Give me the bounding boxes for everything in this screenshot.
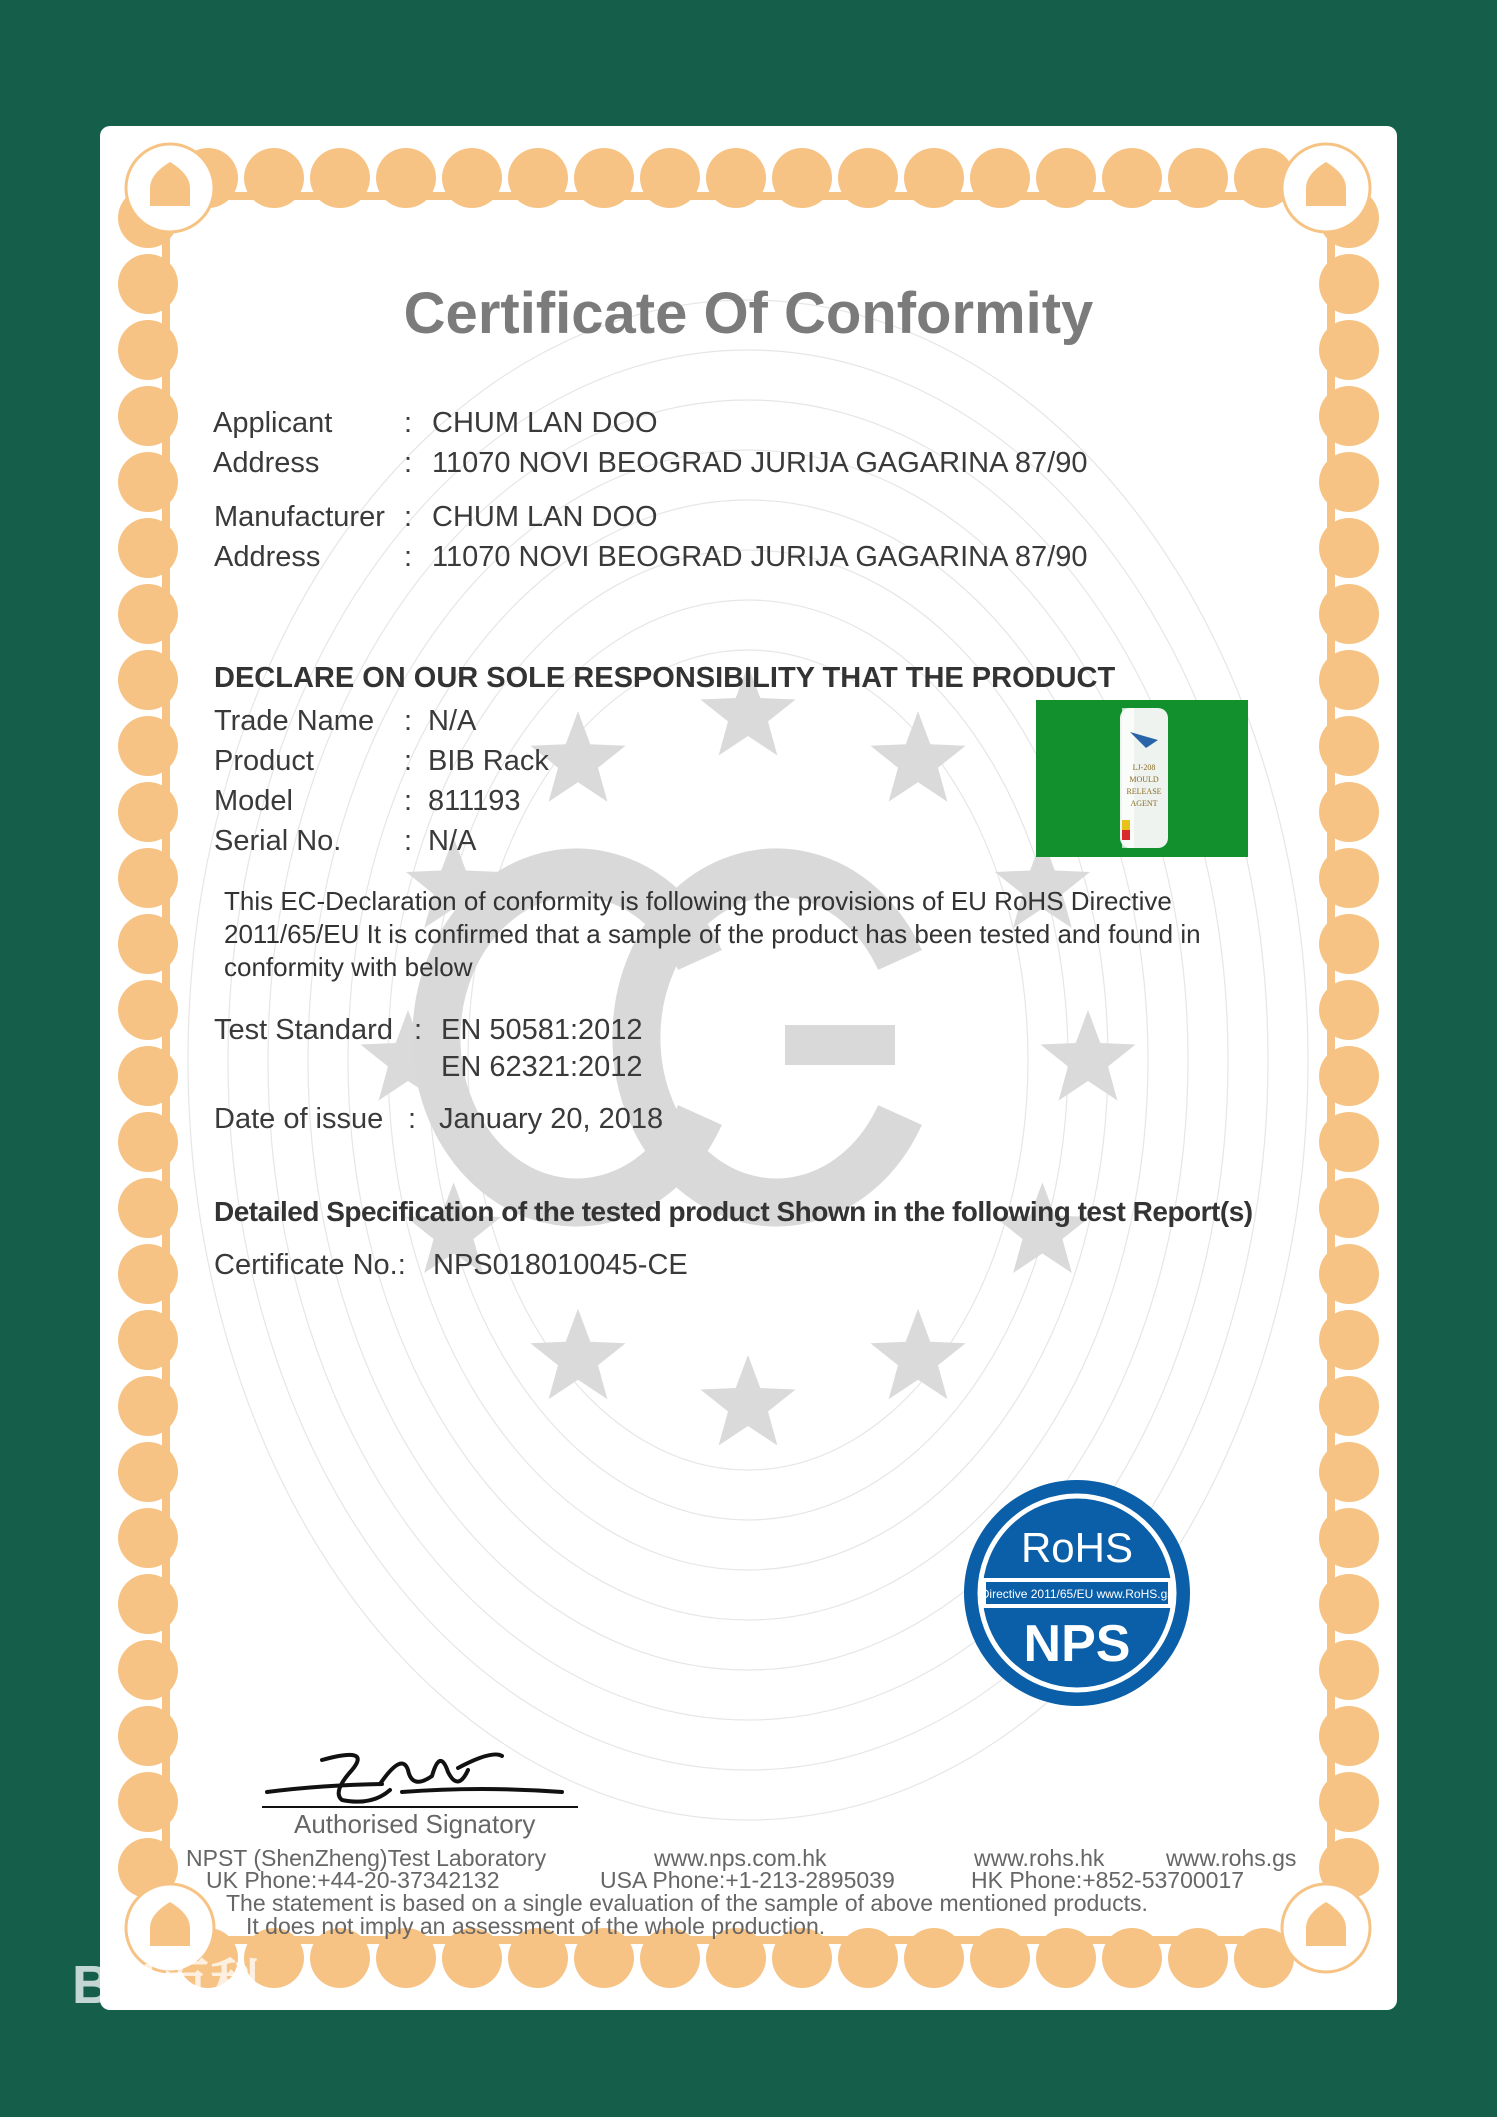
product-photo-text: RELEASE xyxy=(1126,787,1162,796)
declare-heading: DECLARE ON OUR SOLE RESPONSIBILITY THAT THE PRODUCT xyxy=(214,662,1116,694)
serial-label: Serial No. xyxy=(214,825,342,857)
seal-ring-text: Directive 2011/65/EU www.RoHS.gs xyxy=(980,1587,1174,1601)
declaration-paragraph: This EC-Declaration of conformity is following the provisions of EU RoHS Directive 2011/65/EU It is confirmed that a sample of the product has been tested and found in conformity with below xyxy=(224,886,1201,982)
product-value: BIB Rack xyxy=(428,745,549,777)
date-of-issue-value: January 20, 2018 xyxy=(439,1103,664,1135)
eu-star-icon xyxy=(870,711,965,802)
applicant-address-value: 11070 NOVI BEOGRAD JURIJA GAGARINA 87/90 xyxy=(432,447,1088,479)
footer-lab: NPST (ShenZheng)Test Laboratory xyxy=(186,1845,547,1871)
certificate-no-value: NPS018010045-CE xyxy=(433,1249,688,1281)
footer-uk-phone: UK Phone:+44-20-37342132 xyxy=(206,1867,500,1893)
colon: : xyxy=(404,825,413,857)
signature-line xyxy=(262,1806,578,1808)
manufacturer-address-label: Address xyxy=(214,541,321,573)
footer-hk-phone: HK Phone:+852-53700017 xyxy=(971,1867,1245,1893)
detail-heading: Detailed Specification of the tested product Shown in the following test Report(s) xyxy=(214,1196,1253,1227)
footer-web-link[interactable]: www.nps.com.hk xyxy=(654,1845,827,1871)
manufacturer-label: Manufacturer xyxy=(214,501,385,533)
footer-usa-phone: USA Phone:+1-213-2895039 xyxy=(600,1867,895,1893)
certificate-no-label: Certificate No.: xyxy=(214,1249,406,1281)
product-photo-text: MOULD xyxy=(1129,775,1159,784)
rohs-seal xyxy=(962,1478,1192,1708)
colon: : xyxy=(404,407,413,439)
seal-brand-text: NPS xyxy=(1023,1615,1131,1673)
product-photo xyxy=(1036,700,1248,857)
footer-web-link[interactable]: www.rohs.hk xyxy=(974,1845,1105,1871)
signature-image xyxy=(262,1740,582,1810)
colon: : xyxy=(404,541,413,573)
colon: : xyxy=(404,501,413,533)
trade-name-label: Trade Name xyxy=(214,705,375,737)
colon: : xyxy=(408,1103,417,1135)
footer-web-link[interactable]: www.rohs.gs xyxy=(1166,1845,1297,1871)
applicant-address-label: Address xyxy=(213,447,320,479)
trade-name-value: N/A xyxy=(428,705,477,737)
product-photo-text: LJ-208 xyxy=(1132,763,1156,772)
eu-star-icon xyxy=(700,1355,795,1446)
footer-statement: The statement is based on a single evaluation of the sample of above mentioned products. xyxy=(226,1890,1148,1916)
serial-value: N/A xyxy=(428,825,477,857)
model-value: 811193 xyxy=(428,785,521,817)
page-title: Certificate Of Conformity xyxy=(403,281,1094,346)
test-standard-label: Test Standard xyxy=(214,1014,393,1046)
manufacturer-address-value: 11070 NOVI BEOGRAD JURIJA GAGARINA 87/90 xyxy=(432,541,1088,573)
eu-star-icon xyxy=(530,1309,625,1399)
manufacturer-value: CHUM LAN DOO xyxy=(432,501,658,533)
applicant-label: Applicant xyxy=(213,407,333,439)
product-photo-text: AGENT xyxy=(1130,799,1158,808)
date-of-issue-label: Date of issue xyxy=(214,1103,384,1135)
footer-statement: It does not imply an assessment of the whole production. xyxy=(246,1913,826,1939)
baidu-watermark: Bai百科 xyxy=(72,1955,265,2015)
signature-label: Authorised Signatory xyxy=(294,1809,536,1839)
test-standard-value: EN 62321:2012 xyxy=(441,1051,643,1083)
product-label: Product xyxy=(214,745,314,777)
seal-main-text: RoHS xyxy=(1020,1524,1134,1571)
model-label: Model xyxy=(214,785,293,817)
colon: : xyxy=(414,1014,423,1046)
colon: : xyxy=(404,447,413,479)
eu-star-icon xyxy=(870,1309,965,1399)
colon: : xyxy=(404,705,413,737)
applicant-value: CHUM LAN DOO xyxy=(432,407,658,439)
eu-star-icon xyxy=(1040,1010,1135,1101)
colon: : xyxy=(404,745,413,777)
test-standard-value: EN 50581:2012 xyxy=(441,1014,643,1046)
colon: : xyxy=(404,785,413,817)
